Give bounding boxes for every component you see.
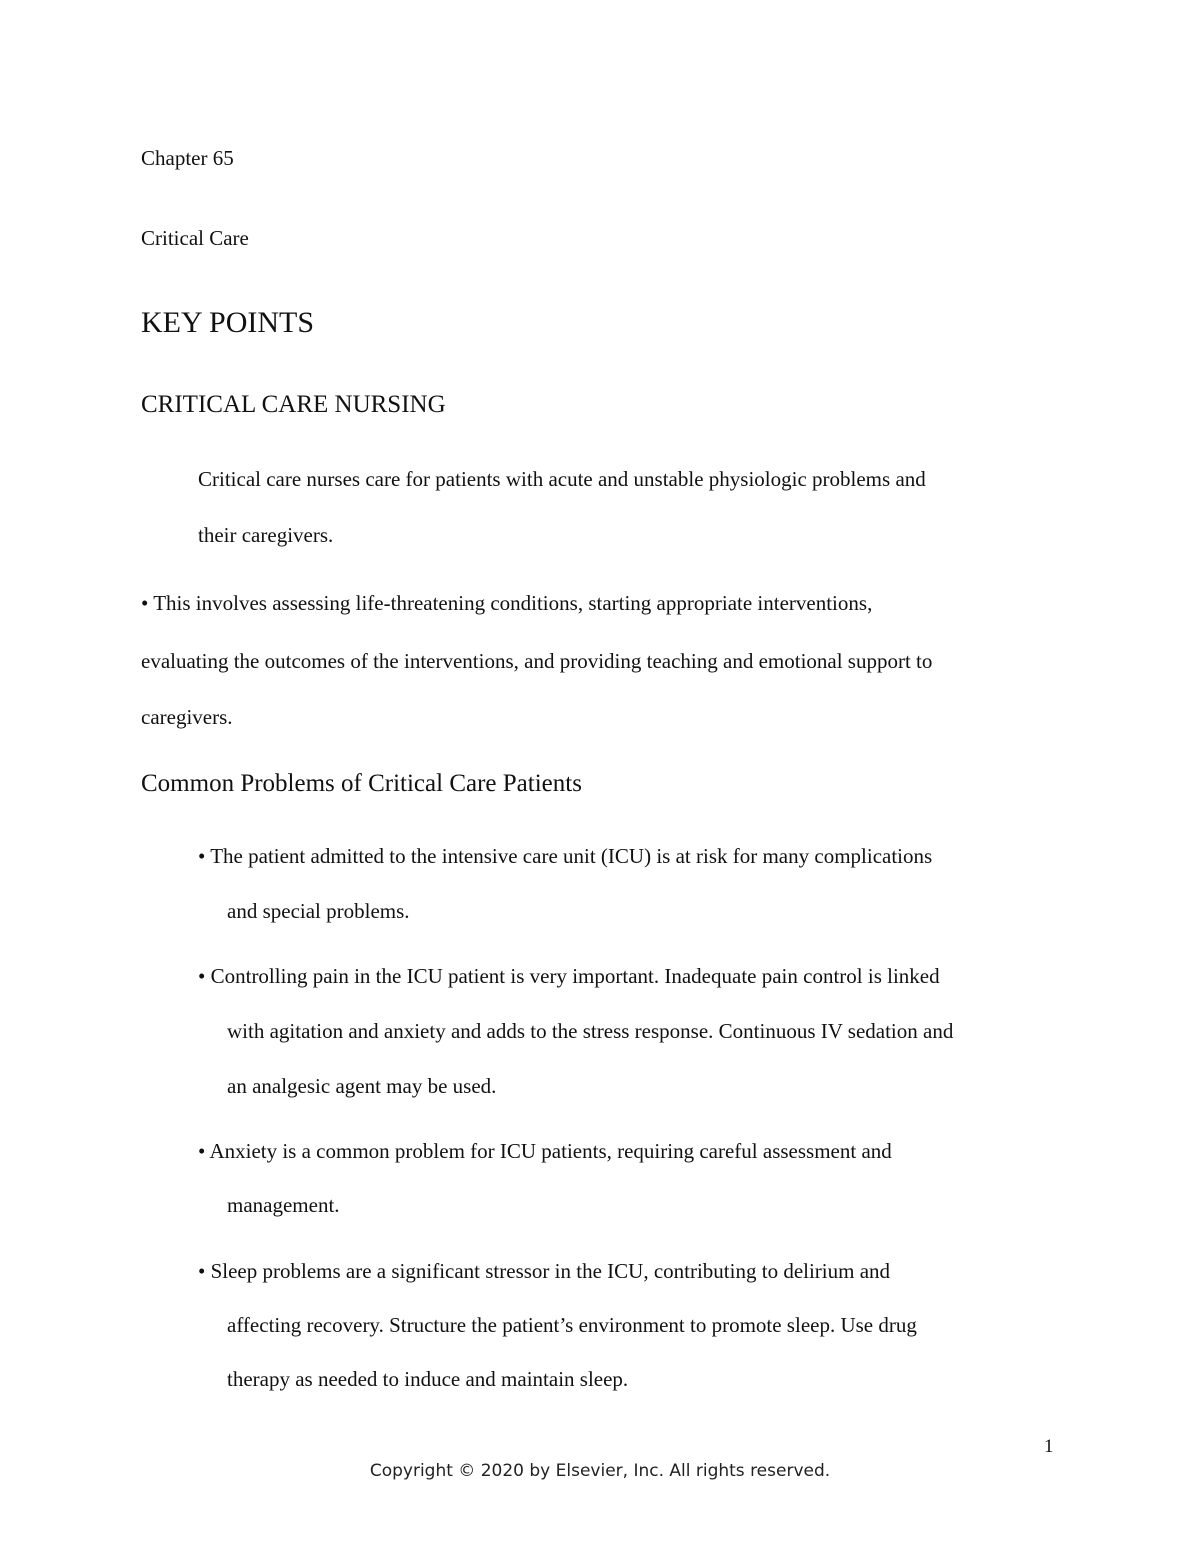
section-heading-critical-care-nursing: CRITICAL CARE NURSING xyxy=(141,391,446,418)
bullet-line: caregivers. xyxy=(141,705,233,729)
bullet-line: • This involves assessing life-threatening conditions, starting appropriate interventions, xyxy=(141,591,873,615)
bullet-line: an analgesic agent may be used. xyxy=(227,1074,497,1098)
bullet-line: • The patient admitted to the intensive care unit (ICU) is at risk for many complications xyxy=(198,844,933,868)
bullet-line: • Anxiety is a common problem for ICU patients, requiring careful assessment and xyxy=(198,1139,892,1163)
copyright-footer: Copyright © 2020 by Elsevier, Inc. All rights reserved. xyxy=(369,1461,831,1481)
bullet-line: evaluating the outcomes of the interventions, and providing teaching and emotional support to xyxy=(141,649,933,673)
chapter-label: Chapter 65 xyxy=(141,146,234,170)
bullet-line: affecting recovery. Structure the patient’s environment to promote sleep. Use drug xyxy=(227,1313,917,1337)
bullet-line: and special problems. xyxy=(227,899,410,923)
chapter-title: Critical Care xyxy=(141,226,249,250)
bullet-line: with agitation and anxiety and adds to the stress response. Continuous IV sedation and xyxy=(227,1019,954,1043)
page-number: 1 xyxy=(1044,1436,1054,1457)
key-points-heading: KEY POINTS xyxy=(141,306,315,339)
bullet-line: • Controlling pain in the ICU patient is very important. Inadequate pain control is linked xyxy=(198,964,940,988)
section-heading-common-problems: Common Problems of Critical Care Patients xyxy=(141,770,582,797)
paragraph-line: their caregivers. xyxy=(198,523,334,547)
paragraph-line: Critical care nurses care for patients with acute and unstable physiologic problems and xyxy=(198,467,926,491)
bullet-line: management. xyxy=(227,1193,340,1217)
bullet-line: • Sleep problems are a significant stressor in the ICU, contributing to delirium and xyxy=(198,1259,891,1283)
bullet-line: therapy as needed to induce and maintain sleep. xyxy=(227,1367,629,1391)
